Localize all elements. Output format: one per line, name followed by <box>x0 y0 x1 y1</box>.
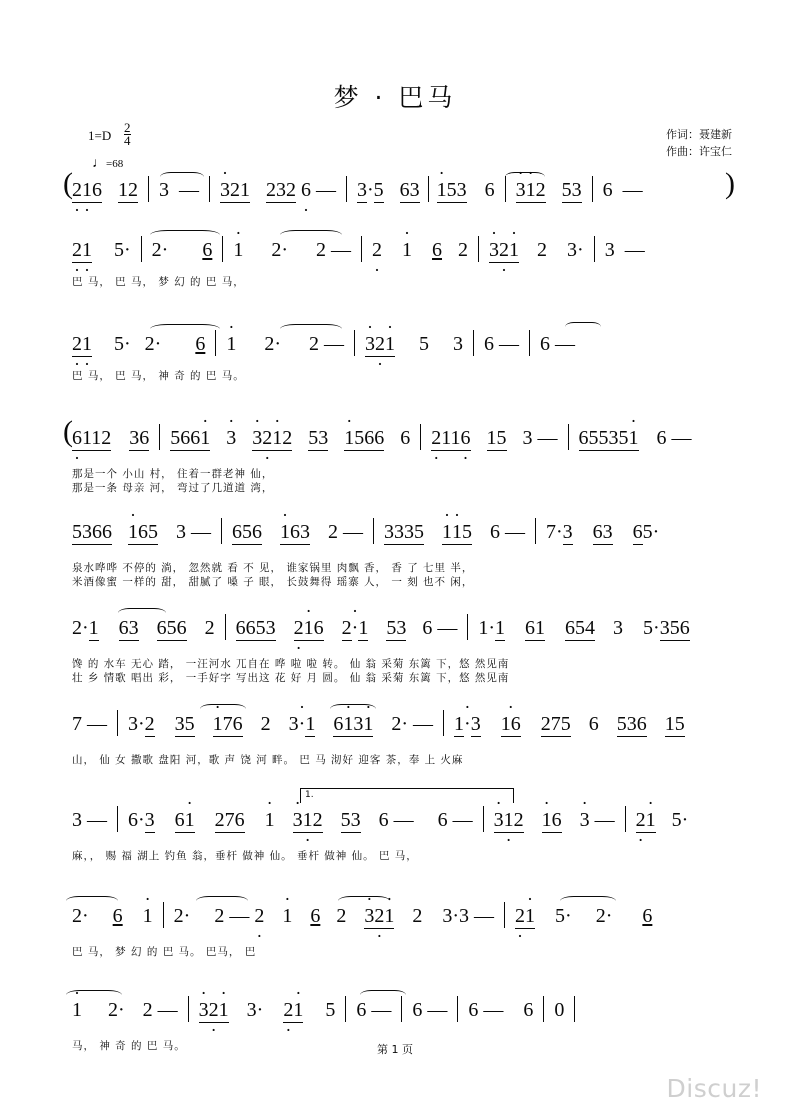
composer: 作曲：许宝仁 <box>666 145 732 158</box>
time-signature <box>124 122 131 147</box>
page-title: 梦 · 巴马 <box>333 83 457 112</box>
system-7-notes: 7 — 3·2 35 1 ·76 2 3·1 · 61 ·31 · 2· — 1 ··3 1 ·6 275 6 536 15 <box>72 710 740 744</box>
system-9-notes: 2· 6 1 · 2· 2 — 2 · 1 · 6 2 3 ·2 ·1 · 2 3·3 — 2 ·1 · 5· 2· 6 <box>72 902 740 936</box>
volta-bracket <box>300 788 514 803</box>
open-paren-2: ( <box>63 415 73 448</box>
system-1-notes: 2 ·1 ·6 12 3 — 3 ·21 232 6 · — 3·5 63 1 ·53 6 3 ·1 ·2 53 6 — <box>72 176 740 210</box>
quarter-note-icon: ♩ <box>92 156 106 171</box>
time-signature-denominator: 4 <box>124 133 131 148</box>
close-paren: ) <box>725 167 735 200</box>
watermark: Discuz! <box>666 1074 762 1103</box>
tempo-value: =68 <box>106 158 124 170</box>
system-3-lyrics: 巴 马， 巴 马， 神 奇 的 巴 马。 <box>72 370 245 382</box>
system-5-notes: 5366 1 ·65 3 — 656 1 ·63 2 — 3335 1 ·1 ·5 6 — 7·3 63 65· <box>72 518 740 552</box>
tempo-marking <box>92 156 123 172</box>
lyricist: 作词：聂建新 <box>666 128 732 141</box>
system-5-lyrics-verse2: 米酒像蜜 一样的 甜， 甜腻了 嗓 子 眼， 长鼓舞得 瑶寨 人， 一 刻 也不 闲， <box>72 576 474 588</box>
system-2-notes: 2 ·1 · 5· 2· 6 1 · 2· 2 — 2 · 1 · 6 2 3 ·2 ·1 · 2 3· 3 — <box>72 236 740 270</box>
system-10-lyrics: 马， 神 奇 的 巴 马。 <box>72 1040 186 1052</box>
time-signature-numerator: 2 <box>124 120 131 135</box>
system-7-lyrics: 山， 仙 女 撒歌 盘阳 河，歌 声 饶 河 畔。 巴 马 沏好 迎客 茶，奉 上 火麻 <box>72 754 464 766</box>
system-6-notes: 2·1 63 656 2 6653 2 ·1 ·6 2·1 · 53 6 — 1·1 61 654 3 5·356 <box>72 614 740 648</box>
system-3-notes: 2 ·1 · 5· 2· 6 1 · 2· 2 — 3 ·2 ·1 · 5 3 6 — 6 — <box>72 330 740 364</box>
volta-label: 1. <box>305 790 314 800</box>
open-paren: ( <box>63 167 73 200</box>
system-4-notes: 6 ·112 36 5661 · 3 · 3 ·2 ·1 ·2 53 1 ·566 6 2 ·116 · 15 3 — 655351 · 6 — <box>72 424 740 458</box>
key-signature: 1=D <box>88 128 112 143</box>
system-6-lyrics-verse1: 馋 的 水车 无心 踏， 一汪河水 兀自在 哗 啦 啦 转。 仙 翁 采菊 东篱 下，悠 然见南 <box>72 658 510 670</box>
system-5-lyrics-verse1: 泉水哗哗 不停的 淌， 忽然就 看 不 见， 谁家锅里 肉飘 香， 香 了 七里 半， <box>72 562 474 574</box>
credits <box>666 126 732 160</box>
system-8-lyrics: 麻，， 赐 福 湖上 钓鱼 翁，垂杆 做神 仙。 垂杆 做神 仙。 巴 马， <box>72 850 418 862</box>
system-4-lyrics-verse2: 那是一条 母亲 河， 弯过了几道道 湾， <box>72 482 274 494</box>
system-8-notes: 3 — 6·3 61 · 276 1 · 3 ·1 ·2 53 6 — 6 — 3 ·1 ·2 1 ·6 3 · — 2 ·1 · 5· <box>72 806 740 840</box>
system-4-lyrics-verse1: 那是一个 小山 村， 住着一群老神 仙， <box>72 468 274 480</box>
system-6-lyrics-verse2: 壮 乡 情歌 唱出 彩， 一手好字 写出这 花 好 月 圆。 仙 翁 采菊 东篱 下，悠 然见南 <box>72 672 510 684</box>
page-number: 第 1 页 <box>377 1043 413 1056</box>
system-9-lyrics: 巴 马， 梦 幻 的 巴 马。 巴马， 巴 <box>72 946 257 958</box>
system-10-notes: 1 · 2· 2 — 3 ·2 ·1 · 3· 2 ·1 · 5 6 — 6 — 6 — 6 0 <box>72 996 740 1030</box>
system-2-lyrics: 巴 马， 巴 马， 梦 幻 的 巴 马， <box>72 276 245 288</box>
